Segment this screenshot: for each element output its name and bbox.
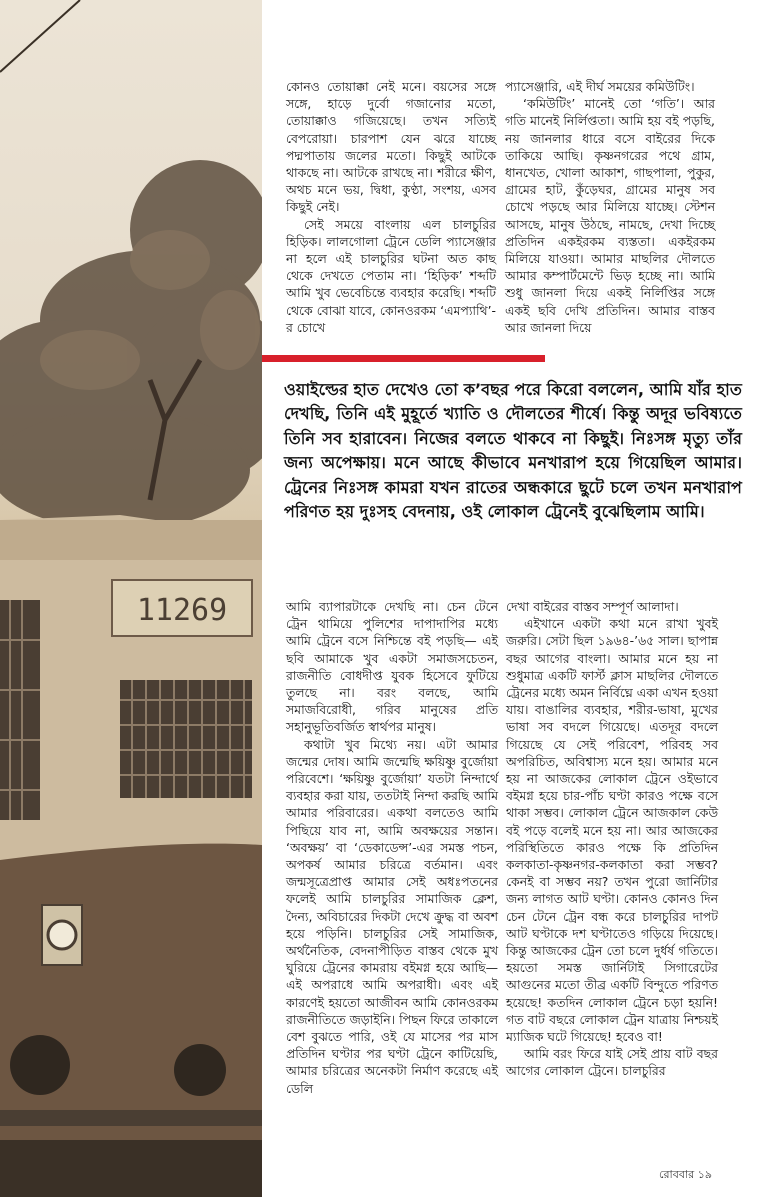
red-divider <box>262 355 545 362</box>
paragraph: কথাটা খুব মিথ্যে নয়। এটা আমার জন্মের দোষ। আমি জন্মেছি ক্ষয়িষ্ণু বুর্জোয়া পরিবেশে। ‘ক্ষয়িষ্ণু বুর্জোয়া’ যতটা নিন্দার্থে ব্যবহার করা যায়, ততটাই নিন্দা করছি আমি আমার পরিবারের। একথা বলতেও আমি পিছিয়ে যাব না, আমি অবক্ষয়ের সন্তান। ‘অবক্ষয়’ বা ‘ডেকাডেন্স’-এর সমস্ত পচন, অপকর্ষ আমার চরিত্রে বর্তমান। এবং জন্মসূত্রেপ্রাপ্ত আমার সেই অধঃপতনের ফলেই আমি চালচুরির সামাজিক ক্লেশ, দৈন্য, অবিচারের দিকটা দেখে ক্রুদ্ধ বা অবশ হয়ে পড়িনি। চালচুরির সেই সামাজিক, অর্থনৈতিক, বেদনাপীড়িত বাস্তব থেকে মুখ ঘুরিয়ে ট্রেনের কামরায় বইমগ্ন হয়ে আছি— এই অপরাধে আমি অপরাধী। এবং এই কারণেই হয়তো আজীবন আমি কোনওরকম রাজনীতিতে জড়াইনি। পিছন ফিরে তাকালে বেশ বুঝতে পারি, ওই যে মাসের পর মাস প্রতিদিন ঘণ্টার পর ঘণ্টা ট্রেনে কাটিয়েছি, আমার চরিত্রের অনেকটা নির্মাণ করেছে এই ডেলি <box>286 736 498 1096</box>
paragraph: কোনও তোয়াক্কা নেই মনে। বয়সের সঙ্গে সঙ্গে, হাড়ে দুর্বো গজানোর মতো, তোয়াক্কাও গজিয়েছে। তখন সত্যিই বেপরোয়া। চারপাশ যেন ঝরে যাচ্ছে পদ্মপাতায় জলের মতো। কিছুই আটকে থাকছে না। আটকে রাখছে না। শরীরে ক্ষীণ, অথচ মনে ভয়, দ্বিধা, কুণ্ঠা, সংশয়, এসব কিছুই নেই। <box>286 79 496 215</box>
article-column-top-left <box>286 78 496 336</box>
paragraph: আমি ব্যাপারটাকে দেখছি না। চেন টেনে ট্রেন থামিয়ে পুলিশের দাপাদাপির মধ্যে আমি ট্রেনে বসে নিশ্চিন্তে বই পড়ছি— এই ছবি আমাকে খুব একটা সমাজসচেতন, রাজনীতি বোধদীপ্ত যুবক হিসেবে ফুটিয়ে তুলছে না। বরং বলছে, আমি সমাজবিরোধী, গরিব মানুষের প্রতি সহানুভূতিবর্জিত স্বার্থপর মানুষ। <box>286 599 498 735</box>
paragraph: আমি বরং ফিরে যাই সেই প্রায় বাট বছর আগের লোকাল ট্রেনে। চালচুরির <box>506 1046 718 1079</box>
svg-text:11269: 11269 <box>136 593 228 628</box>
article-column-top-right <box>505 78 715 336</box>
locomotive-photo-icon <box>0 0 262 1197</box>
pull-quote: ওয়াইল্ডের হাত দেখেও তো ক’বছর পরে কিরো বললেন, আমি যাঁর হাত দেখছি, তিনি এই মুহূর্তে খ্যাতি ও দৌলতের শীর্ষে। কিন্তু অদূর ভবিষ্যতে তিনি সব হারাবেন। নিজের বলতে থাকবে না কিছুই। নিঃসঙ্গ মৃত্যু তাঁর জন্য অপেক্ষায়। মনে আছে কীভাবে মনখারাপ হয়ে গিয়েছিল আমার। ট্রেনের নিঃসঙ্গ কামরা যখন রাতের অন্ধকারে ছুটে চলে তখন মনখারাপ পরিণত হয় দুঃসহ বেদনায়, ওই লোকাল ট্রেনেই বুঝেছিলাম আমি। <box>284 380 742 522</box>
locomotive-photo <box>0 0 262 1197</box>
page-folio: রোববার ১৯ <box>659 1168 712 1181</box>
article-column-bottom-left <box>286 598 498 1097</box>
article-column-bottom-right <box>506 598 718 1080</box>
paragraph: দেখা বাইরের বাস্তব সম্পূর্ণ আলাদা। <box>506 599 679 614</box>
paragraph: সেই সময়ে বাংলায় এল চালচুরির হিড়িক। লালগোলা ট্রেনে ডেলি প্যাসেঞ্জার না হলে এই চালচুরির ঘটনা অত কাছ থেকে দেখতে পেতাম না। ‘হিড়িক’ শব্দটি আমি খুব ভেবেচিন্তে ব্যবহার করেছি। শব্দটি থেকে বোঝা যাবে, কোনওরকম ‘এমপ্যাথি’-র চোখে <box>286 216 496 335</box>
paragraph: এইখানে একটা কথা মনে রাখা খুবই জরুরি। সেটা ছিল ১৯৬৪-’৬৫ সাল। ছাপান্ন বছর আগের বাংলা। আমার মনে হয় না শুধুমাত্র একটি ফার্স্ট ক্লাস মাছলির দৌলতে ট্রেনের মধ্যে অমন নির্বিঘ্নে একা এখন হওয়া যায়। বাঙালির ব্যবহার, শরীর-ভাষা, মুখের ভাষা সব বদলে গিয়েছে। এতদূর বদলে গিয়েছে যে সেই পরিবেশ, পরিবহ সব অপরিচিত, অবিশ্বাস্য মনে হয়। আমার মনে হয় না আজকের লোকাল ট্রেনে ওইভাবে বইমগ্ন হয়ে চার-পাঁচ ঘণ্টা কারও পক্ষে বসে থাকা সম্ভব। লোকাল ট্রেনে আজকাল কেউ বই পড়ে বলেই মনে হয় না। আর আজকের পরিস্থিতিতে কারও পক্ষে কি প্রতিদিন কলকাতা-কৃষ্ণনগর-কলকাতা করা সম্ভব? কেনই বা সম্ভব নয়? তখন পুরো জার্নিটার জন্য লাগত আট ঘণ্টা। কোনও কোনও দিন চেন টেনে ট্রেন বন্ধ করে চালচুরির দাপট আট ঘণ্টাকে দশ ঘণ্টাতেও গড়িয়ে দিয়েছে। কিন্তু আজকের ট্রেন তো চলে দুর্ধর্ষ গতিতে। হয়তো সমস্ত জার্নিটাই সিগারেটের আগুনের মতো তীব্র একটি বিন্দুতে পরিণত হয়েছে! কতদিন লোকাল ট্রেনে চড়া হয়নি! গত বাট বছরে লোকাল ট্রেন যাত্রায় নিশ্চয়ই ম্যাজিক ঘটে গিয়েছে! হবেও বা! <box>506 616 718 1045</box>
paragraph: ‘কমিউটিং’ মানেই তো ‘গতি’। আর গতি মানেই নির্লিপ্ততা। আমি হয় বই পড়ছি, নয় জানলার ধারে বসে বাইরের দিকে তাকিয়ে আছি। কৃষ্ণনগরের পথে গ্রাম, ধানখেত, খোলা আকাশ, গাছপালা, পুকুর, গ্রামের হাট, কুঁড়েঘর, গ্রামের মানুষ সব চোখে পড়ছে আর মিলিয়ে যাচ্ছে। স্টেশন আসছে, মানুষ উঠছে, নামছে, দেখা দিচ্ছে প্রতিদিন একইরকম ব্যস্ততা। একইরকম মিলিয়ে যাওয়া। আমার মাছলির দৌলতে আমার কম্পার্টমেন্টে ভিড় হচ্ছে না। আমি শুধু জানলা দিয়ে একই নির্লিপ্তির সঙ্গে একই ছবি দেখি প্রতিদিন। আমার বাস্তব আর জানলা দিয়ে <box>505 96 715 335</box>
paragraph: প্যাসেঞ্জারি, এই দীর্ঘ সময়ের কমিউটিং। <box>505 79 695 94</box>
